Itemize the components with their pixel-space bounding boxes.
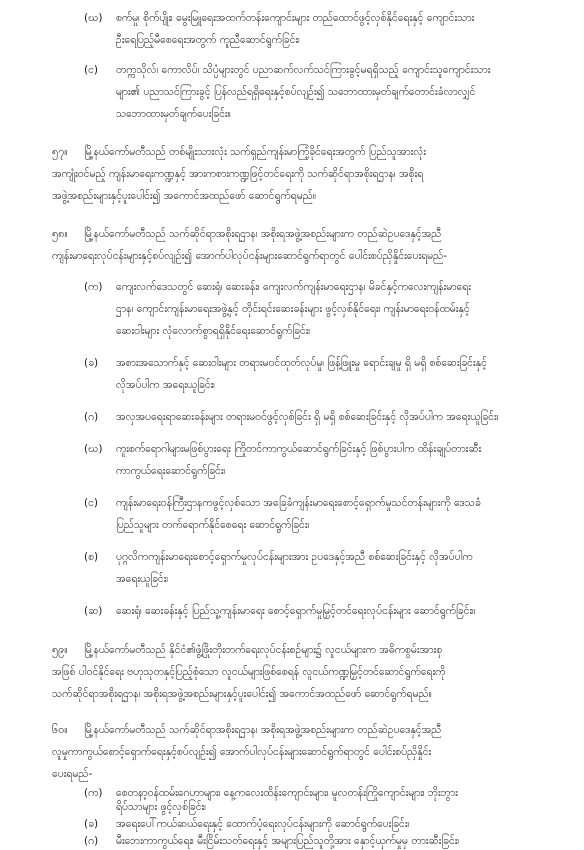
section-text-line: မြို့နယ်ကော်မတီသည် သက်ဆိုင်ရာအစိုးရဌာန၊ အစိုးရအဖွဲ့အစည်းများက တည်ဆဲဥပဒေနှင့်အညီ (84, 724, 442, 736)
item-text-line: စေတနာ့ဝန်ထမ်းဂေဟာများ၊ နေ့ကလေးထိန်းကျောင်းများ၊ မူလတန်းကြိုကျောင်းများ၊ ဘိုးဘွား (116, 787, 458, 799)
item-text-line: လိုအပ်ပါက အရေးယူခြင်း၊ (116, 379, 215, 391)
item-text-line: ပြည်သူများ တက်ရောက်နိုင်စေရေး ဆောင်ရွက်ခြင်း၊ (116, 519, 310, 531)
item-text-line: ဦးရေပြည့်မီစေရေးအတွက် ကူညီဆောင်ရွက်ခြင်း၊ (116, 34, 300, 46)
item-text-line: ကျန်းမာရေးဝန်ကြီးဌာနကဖွင့်လှစ်သော အခြေခံကျန်းမာရေးစောင့်ရှောက်မှုသင်တန်းများကို ဒေသခံ (116, 497, 481, 509)
item-text-line: သဘောထားမှတ်ချက်ပေးခြင်း။ (116, 108, 231, 120)
item-text-line: ပုဂ္ဂလိကကျန်းမာရေးစောင့်ရှောက်မှုလုပ်ငန်းများအား ဥပဒေနှင့်အညီ စစ်ဆေးခြင်းနှင့် လိုအပ်ပါက (116, 551, 473, 563)
section-number: ၅၇။ (52, 145, 68, 158)
item-marker: (ဃ) (84, 443, 103, 455)
item-text-line: တက္ကသိုလ်၊ ကောလိပ်၊ သိပ္ပံများတွင် ပညာဆက်လက်သင်ကြားခွင့်မရရှိသည့် ကျောင်းသူကျောင်းသား (116, 64, 491, 76)
item-marker: (ခ) (84, 818, 99, 830)
item-marker: (ဂ) (84, 835, 99, 847)
item-text-line: ကူးစက်ရောဂါများမဖြစ်ပွားရေး ကြိုတင်ကာကွယ်ဆောင်ရွက်ခြင်းနှင့် ဖြစ်ပွားပါက ထိန်းချုပ်တားဆီး (116, 443, 482, 455)
item-text-line: မီးဘေးကာကွယ်ရေး၊ မီးငြိမ်းသတ်ရေးနှင့် အများပြည်သူတို့အား နှောင့်ယှက်မှုမှ တားဆီးခြင်း၊ (116, 835, 460, 847)
section-text-line: အကျုံးဝင်မည့် ကျန်းမာရေးကဏ္ဍနှင့် အားကစားကဏ္ဍဖြင့်တင်ရေးကို သက်ဆိုင်ရာအစိုးရဌာန၊ အစိုးရ (52, 168, 424, 180)
item-marker: (ဃ) (84, 12, 103, 24)
item-text-line: ကျေးလက်ဒေသတွင် ဆေးရုံ၊ ဆေးခန်း၊ ကျေးလက်ကျန်းမာရေးဌာန၊ မိခင်နှင့်ကလေးကျန်းမာရေး (116, 281, 471, 293)
item-text-line: ဌာန၊ ကျောင်းကျန်းမာရေးအဖွဲ့နှင့် တိုင်းရင်းဆေးခန်းများ ဖွင့်လှစ်နိုင်ရေး၊ ကျန်းမာရေးဝန်ထမ်းနှင့် (116, 303, 470, 315)
item-text-line: အစားအသောက်နှင့် ဆေးဝါးများ တရားမဝင်ထုတ်လုပ်မှု၊ ဖြန့်ဖြူးမှု ရောင်းချမှု ရှိ မရှိ စစ်ဆေးခြင်းနှင့် (116, 357, 487, 369)
section-number: ၆၀။ (52, 723, 68, 736)
section-text-line: လူမှုကာကွယ်စောင့်ရှောက်ရေးနှင့်စပ်လျဉ်း၍ အောက်ပါလုပ်ငန်းများဆောင်ရွက်ရာတွင် ပေါင်းစပ်ညှိနှိုင်း (52, 746, 432, 758)
section-text-line: မြို့နယ်ကော်မတီသည် သက်ဆိုင်ရာအစိုးရဌာန၊ အစိုးရအဖွဲ့အစည်းများက တည်ဆဲဥပဒေနှင့်အညီ (84, 228, 442, 240)
item-text-line: စက်မှု၊ စိုက်ပျိုး၊ မွေးမြူရေးအထက်တန်းကျောင်းများ တည်ထောင်ဖွင့်လှစ်နိုင်ရေးနှင့် ကျောင်းသား (116, 12, 475, 24)
item-marker: (င) (84, 497, 99, 509)
item-text-line: အရေးယူခြင်း၊ (116, 573, 169, 585)
item-marker: (စ) (84, 551, 99, 563)
item-text-line: ဆေးရုံ၊ ဆေးခန်းနှင့် ပြည်သူ့ကျန်းမာရေး စောင့်ရှောက်မှုမြှင့်တင်ရေးလုပ်ငန်းများ ဆောင်ရွက်ခြင်း။ (116, 605, 476, 617)
item-text-line: ရိပ်သာများ ဖွင့်လှစ်ခြင်း၊ (116, 801, 206, 813)
item-text-line: အရေးပေါ်ကယ်ဆယ်ရေးနှင့် ထောက်ပံ့ရေးလုပ်ငန်းများကို ဆောင်ရွက်ပေးခြင်း၊ (116, 818, 410, 830)
section-text-line: အဖွဲ့အစည်းများနှင့်ပူးပေါင်း၍ အကောင်အထည်ဖော် ဆောင်ရွက်ရမည်။ (52, 190, 317, 202)
section-text-line: မြို့နယ်ကော်မတီသည် နိုင်ငံ၏ဖွံ့ဖြိုးတိုးတက်ရေးလုပ်ငန်းစဉ်များ၌ လူငယ်များက အဓိကစွမ်းအားစု (84, 644, 443, 656)
section-text-line: သက်ဆိုင်ရာအစိုးရဌာန၊ အစိုးရအဖွဲ့အစည်းများနှင့်ပူးပေါင်း၍ အကောင်အထည်ဖော် ဆောင်ရွက်ရမည်။ (52, 688, 432, 700)
item-marker: (က) (84, 787, 103, 799)
item-marker: (င) (84, 64, 99, 76)
item-marker: (က) (84, 281, 103, 293)
item-text-line: အလှအပရေးရာဆေးခန်းများ တရားမဝင်ဖွင့်လှစ်ခြင်း ရှိ မရှိ စစ်ဆေးခြင်းနှင့် လိုအပ်ပါက အရေးယူခြင်း၊ (116, 411, 499, 423)
item-marker: (ခ) (84, 357, 99, 369)
section-number: ၅၉။ (52, 643, 68, 656)
item-text-line: ကာကွယ်ရေးဆောင်ရွက်ခြင်း၊ (116, 465, 226, 477)
item-marker: (ဂ) (84, 411, 99, 423)
section-text-line: မြို့နယ်ကော်မတီသည် တစ်မျိုးသားလုံး သက်ရှည်ကျန်းမာကြံ့ခိုင်ရေးအတွက် ပြည်သူအားလုံး (84, 146, 426, 158)
item-marker: (ဆ) (84, 605, 103, 617)
section-text-line: ပေးရမည်- (52, 768, 93, 780)
section-text-line: ကျန်းမာရေးလုပ်ငန်းများနှင့်စပ်လျဉ်း၍ အောက်ပါလုပ်ငန်းများဆောင်ရွက်ရာတွင် ပေါင်းစပ်ညှိနှိုင်းပေးရမည်- (52, 250, 448, 262)
item-text-line: များ၏ ပညာသင်ကြားခွင့် ပြန်လည်ရရှိရေးနှင့်စပ်လျဉ်း၍ သဘောထားမှတ်ချက်တောင်းခံလာလျှင် (116, 86, 476, 98)
section-number: ၅၈။ (52, 227, 68, 240)
item-text-line: ဆေးဝါးများ လုံလောက်စွာရရှိနိုင်ရေးဆောင်ရွက်ခြင်း၊ (116, 325, 311, 337)
section-text-line: အဖြစ် ပါဝင်နိုင်ရေး ဗဟုသုတနှင့်ပြည့်စုံသော လူငယ်များဖြစ်စေရန် လူငယ်ကဏ္ဍမြှင့်တင်ဆောင်ရွက်ရေးကို (52, 666, 446, 678)
